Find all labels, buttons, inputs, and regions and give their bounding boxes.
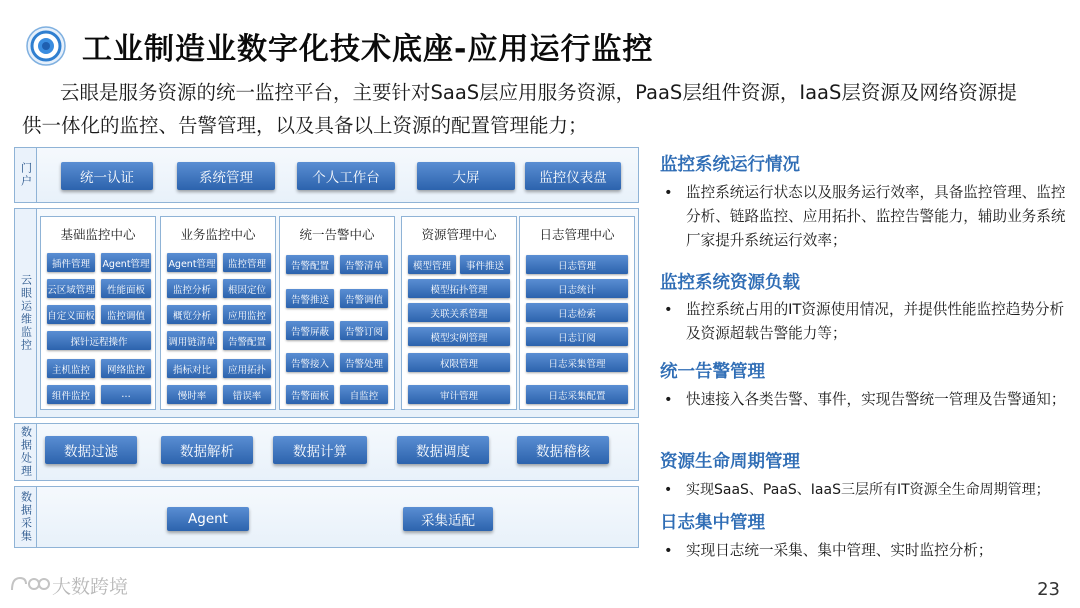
- watermark-text: 大数跨境: [52, 576, 129, 598]
- chip: 主机监控: [47, 359, 95, 378]
- processing-item-compute: 数据计算: [273, 436, 367, 464]
- section-heading: 监控系统运行情况: [660, 155, 800, 175]
- bullet-dot: •: [664, 184, 673, 201]
- section-bullet: [664, 539, 1074, 563]
- center-resource-management: [401, 216, 517, 410]
- section-text: 实现日志统一采集、集中管理、实时监控分析；: [686, 542, 993, 559]
- chip: 自监控: [340, 385, 388, 404]
- bullet-dot: •: [664, 301, 673, 318]
- chip: 告警调值: [340, 289, 388, 308]
- chip: 事件推送: [460, 255, 510, 274]
- intro-paragraph: [22, 76, 1062, 142]
- chip: Agent管理: [167, 253, 217, 272]
- ops-band-label: 云眼运维监控: [15, 209, 37, 417]
- chip: 日志统计: [526, 279, 628, 298]
- center-title: 日志管理中心: [539, 227, 615, 242]
- section-text: 实现SaaS、PaaS、IaaS三层所有IT资源全生命周期管理；: [686, 482, 1050, 498]
- data-processing-band: [14, 423, 639, 481]
- chip: 根因定位: [223, 279, 271, 298]
- section-text: 快速接入各类告警、事件，实现告警统一管理及告警通知；: [686, 391, 1066, 408]
- center-basic-monitoring: [40, 216, 156, 410]
- center-title: 基础监控中心: [60, 227, 136, 242]
- section-text: 监控系统运行状态以及服务运行效率，具备监控管理、监控分析、链路监控、应用拓扑、监控告警能力，辅助业务系统厂家提升系统运行效率；: [686, 184, 1066, 249]
- watermark-logo-icon: [8, 572, 50, 596]
- center-log-management: [519, 216, 635, 410]
- chip: 探针远程操作: [47, 331, 151, 350]
- chip: 模型管理: [408, 255, 456, 274]
- center-business-monitoring: [160, 216, 276, 410]
- processing-item-parse: 数据解析: [161, 436, 253, 464]
- portal-item-unified-auth: 统一认证: [61, 162, 153, 190]
- chip: 告警订阅: [340, 321, 388, 340]
- chip: 日志检索: [526, 303, 628, 322]
- chip: 告警处理: [340, 353, 388, 372]
- chip: 监控管理: [223, 253, 271, 272]
- bullet-dot: •: [664, 482, 673, 498]
- chip: 监控调值: [101, 305, 151, 324]
- section-bullet: [664, 388, 1074, 412]
- processing-item-schedule: 数据调度: [397, 436, 489, 464]
- section-heading: 统一告警管理: [660, 362, 765, 382]
- chip: 权限管理: [408, 353, 510, 372]
- page-title: 工业制造业数字化技术底座-应用运行监控: [82, 32, 654, 67]
- page-number: 23: [1037, 579, 1060, 600]
- bullet-dot: •: [664, 542, 673, 559]
- portal-band: [14, 147, 639, 203]
- chip: 关联关系管理: [408, 303, 510, 322]
- chip: 应用监控: [223, 305, 271, 324]
- section-bullet: [664, 478, 1074, 502]
- portal-item-system-admin: 系统管理: [177, 162, 275, 190]
- chip: 组件监控: [47, 385, 95, 404]
- chip: …: [101, 385, 151, 404]
- chip: 网络监控: [101, 359, 151, 378]
- chip: 日志采集管理: [526, 353, 628, 372]
- chip: 模型实例管理: [408, 327, 510, 346]
- chip: 告警配置: [223, 331, 271, 350]
- chip: 自定义面板: [47, 305, 95, 324]
- chip: 告警屏蔽: [286, 321, 334, 340]
- chip: 慢时率: [167, 385, 217, 404]
- collection-item-adapter: 采集适配: [403, 507, 493, 531]
- intro-line-2: 供一体化的监控、告警管理，以及具备以上资源的配置管理能力；: [22, 114, 588, 137]
- chip: 日志订阅: [526, 327, 628, 346]
- chip: 日志管理: [526, 255, 628, 274]
- chip: 监控分析: [167, 279, 217, 298]
- center-title: 统一告警中心: [299, 227, 375, 242]
- chip: 告警面板: [286, 385, 334, 404]
- chip: 概览分析: [167, 305, 217, 324]
- chip: 错误率: [223, 385, 271, 404]
- section-bullet: [664, 298, 1074, 346]
- processing-item-audit: 数据稽核: [517, 436, 609, 464]
- chip: 调用链清单: [167, 331, 217, 350]
- section-heading: 监控系统资源负载: [660, 273, 800, 293]
- chip: 告警配置: [286, 255, 334, 274]
- processing-item-filter: 数据过滤: [45, 436, 137, 464]
- data-collection-band-label: 数据采集: [15, 487, 37, 547]
- intro-line-1: 云眼是服务资源的统一监控平台，主要针对SaaS层应用服务资源，PaaS层组件资源，IaaS层资源及网络资源提: [60, 81, 1017, 104]
- chip: 日志采集配置: [526, 385, 628, 404]
- chip: 模型拓扑管理: [408, 279, 510, 298]
- data-collection-band: [14, 486, 639, 548]
- chip: 审计管理: [408, 385, 510, 404]
- chip: 云区域管理: [47, 279, 95, 298]
- section-text: 监控系统占用的IT资源使用情况，并提供性能监控趋势分析及资源超载告警能力等；: [686, 301, 1065, 342]
- chip: 应用拓扑: [223, 359, 271, 378]
- portal-item-big-screen: 大屏: [417, 162, 515, 190]
- portal-item-workbench: 个人工作台: [297, 162, 395, 190]
- chip: 告警接入: [286, 353, 334, 372]
- chip: 告警清单: [340, 255, 388, 274]
- portal-band-label: 门户: [15, 148, 37, 202]
- section-heading: 日志集中管理: [660, 513, 765, 533]
- target-logo-icon: [26, 26, 66, 66]
- center-unified-alarm: [279, 216, 395, 410]
- bullet-dot: •: [664, 391, 673, 408]
- chip: 插件管理: [47, 253, 95, 272]
- center-title: 资源管理中心: [421, 227, 497, 242]
- section-heading: 资源生命周期管理: [660, 452, 800, 472]
- chip: 性能面板: [101, 279, 151, 298]
- collection-item-agent: Agent: [167, 507, 249, 531]
- center-title: 业务监控中心: [180, 227, 256, 242]
- portal-item-dashboard: 监控仪表盘: [525, 162, 621, 190]
- data-processing-band-label: 数据处理: [15, 424, 37, 480]
- chip: 告警推送: [286, 289, 334, 308]
- section-bullet: [664, 181, 1074, 253]
- chip: 指标对比: [167, 359, 217, 378]
- chip: Agent管理: [101, 253, 151, 272]
